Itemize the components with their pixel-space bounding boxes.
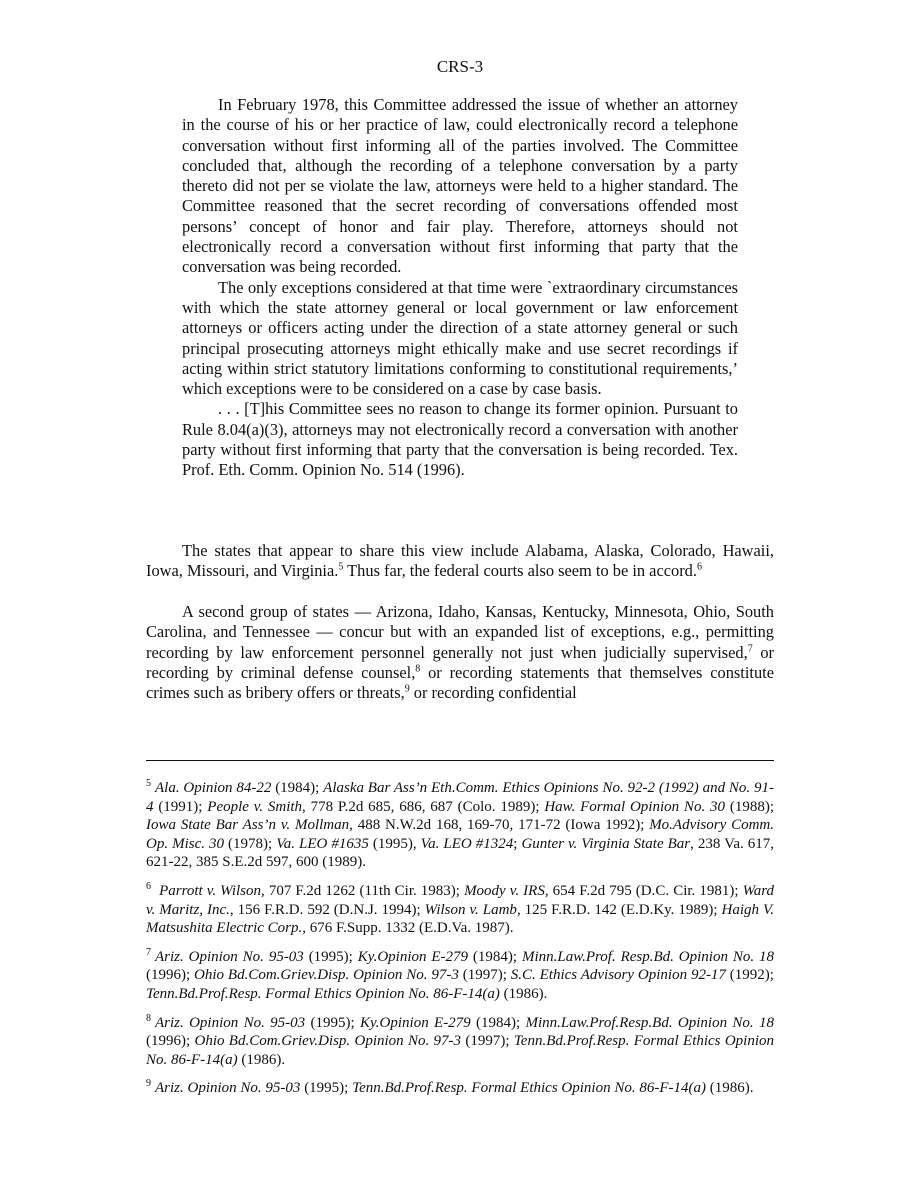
citation-text: (1997); xyxy=(458,967,511,984)
citation-text: (1986). xyxy=(705,1080,754,1097)
states-paragraph xyxy=(146,541,774,582)
citation-text: , 488 N.W.2d 168, 169-70, 171-72 (Iowa 1992); xyxy=(349,817,650,834)
paragraph-text: Thus far, the federal courts also seem to be in accord. xyxy=(343,561,697,581)
citation-text: , 238 Va. 617, 621-22, 385 S.E.2d 597, 600 (1989). xyxy=(146,835,774,871)
citation-text: (1978); xyxy=(224,835,277,852)
citation-title: Minn.Law.Prof. Resp.Bd. Opinion No. 18 xyxy=(521,948,774,965)
citation-title: Ky.Opinion E-279 xyxy=(357,948,469,965)
citation-title: Ariz. Opinion No. 95-03 xyxy=(155,1014,306,1031)
quote-paragraph: The only exceptions considered at that time were `extraordinary circumstances with which the state attorney general or local government or law enforcement attorneys or officers acting under the direction of a state attorney general or such principal prosecuting attorneys might ethically make and use secret recordings if acting within strict statutory limitations conforming to constitutional requirements,’ which exceptions were to be considered on a case by case basis. xyxy=(182,277,738,399)
footnote-number: 5 xyxy=(146,778,151,789)
citation-text: (1996); xyxy=(146,967,195,984)
citation-title: Ky.Opinion E-279 xyxy=(359,1014,471,1031)
paragraph-text: or recording by criminal defense counsel, xyxy=(146,642,774,682)
citation-text: (1984); xyxy=(470,1014,526,1031)
citation-title: S.C. Ethics Advisory Opinion 92-17 xyxy=(510,967,726,984)
quote-paragraph: In February 1978, this Committee addressed the issue of whether an attorney in the course of his or her practice of law, could electronically record a telephone conversation without first informing all of the parties involved. The Committee concluded that, although the recording of a telephone conversation by a party thereto did not per se violate the law, attorneys were held to a higher standard. The Committee reasoned that the secret recording of conversations offended most persons’ concept of honor and fair play. Therefore, attorneys should not electronically record a conversation without first informing that party that the conversation was being recorded. xyxy=(182,95,738,277)
footnote-5 xyxy=(146,779,774,872)
citation-title: Ariz. Opinion No. 95-03 xyxy=(155,1080,301,1097)
citation-title: Haigh V. Matsushita Electric Corp. xyxy=(146,901,775,937)
citation-title: People v. Smith xyxy=(207,798,303,815)
citation-title: Tenn.Bd.Prof.Resp. Formal Ethics Opinion No. 86-F-14(a) xyxy=(352,1080,706,1097)
citation-text: (1984); xyxy=(468,948,522,965)
citation-text: , 654 F.2d 795 (D.C. Cir. 1981); xyxy=(544,882,743,899)
footnotes-section xyxy=(146,779,774,1108)
citation-text: (1995); xyxy=(303,948,358,965)
citation-title: Moody v. IRS xyxy=(464,882,545,899)
citation-title: Mo.Advisory Comm. Op. Misc. 30 xyxy=(146,817,774,852)
citation-text: (1997); xyxy=(461,1033,514,1050)
citation-title: Ariz. Opinion No. 95-03 xyxy=(155,948,304,965)
citation-text: ; xyxy=(513,835,522,852)
citation-text: (1996); xyxy=(146,1033,195,1050)
citation-text: (1986). xyxy=(499,985,548,1002)
citation-text: , 676 F.Supp. 1332 (E.D.Va. 1987). xyxy=(302,920,514,937)
citation-text: , 778 P.2d 685, 686, 687 (Colo. 1989); xyxy=(302,798,545,815)
footnote-6 xyxy=(146,882,774,938)
paragraph-text: or recording confidential xyxy=(409,683,577,703)
footnote-divider xyxy=(146,760,774,761)
citation-title: Gunter v. Virginia State Bar xyxy=(521,835,691,852)
footnote-reference[interactable]: 5 xyxy=(338,561,344,573)
citation-title: Tenn.Bd.Prof.Resp. Formal Ethics Opinion No. 86-F-14(a) xyxy=(146,985,500,1002)
footnote-7 xyxy=(146,948,774,1004)
citation-title: Iowa State Bar Ass’n v. Mollman xyxy=(146,817,350,834)
citation-text: , 156 F.R.D. 592 (D.N.J. 1994); xyxy=(229,901,425,918)
footnote-number: 8 xyxy=(146,1012,151,1024)
citation-title: Tenn.Bd.Prof.Resp. Formal Ethics Opinion No. 86-F-14(a) xyxy=(146,1033,775,1068)
citation-title: Ohio Bd.Com.Griev.Disp. Opinion No. 97-3 xyxy=(194,1033,462,1050)
citation-text: (1988); xyxy=(725,798,774,815)
footnote-8 xyxy=(146,1014,774,1070)
citation-text: (1991); xyxy=(153,798,208,815)
citation-text: (1984); xyxy=(271,780,324,796)
citation-title: Haw. Formal Opinion No. 30 xyxy=(544,798,726,815)
footnote-number: 6 xyxy=(146,880,151,892)
citation-title: Va. LEO #1324 xyxy=(420,835,514,852)
second-group-paragraph xyxy=(146,602,774,703)
footnote-reference[interactable]: 6 xyxy=(696,561,702,573)
paragraph-text: A second group of states — Arizona, Idaho, Kansas, Kentucky, Minnesota, Ohio, South Carolina, and Tennessee — concur but with an expanded list of exceptions, e.g., permitting recording by law enforcement personnel generally not just when judicially supervised, xyxy=(146,602,774,662)
citation-title: Alaska Bar Ass’n Eth.Comm. Ethics Opinions No. 92-2 (1992) and No. 91-4 xyxy=(146,780,774,815)
citation-title: Va. LEO #1635 xyxy=(276,835,369,852)
page-number: CRS-3 xyxy=(436,57,484,76)
footnote-reference[interactable]: 7 xyxy=(747,643,753,655)
footnote-9 xyxy=(146,1079,774,1098)
citation-text: (1995); xyxy=(305,1014,360,1031)
quote-paragraph: . . . [T]his Committee sees no reason to change its former opinion. Pursuant to Rule 8.04(a)(3), attorneys may not electronically record a conversation with another party without first informing that party that the conversation is being recorded. Tex. Prof. Eth. Comm. Opinion No. 514 (1996). xyxy=(182,399,738,480)
citation-title: Ohio Bd.Com.Griev.Disp. Opinion No. 97-3 xyxy=(194,967,459,984)
citation-text: (1995); xyxy=(300,1080,353,1097)
citation-text: (1986). xyxy=(237,1051,286,1068)
paragraph-text: The states that appear to share this view include Alabama, Alaska, Colorado, Hawaii, Iowa, Missouri, and Virginia. xyxy=(146,541,774,581)
footnote-reference[interactable]: 9 xyxy=(404,683,410,695)
citation-text: (1995), xyxy=(368,835,421,852)
citation-title: Ward v. Maritz, Inc. xyxy=(146,882,775,918)
citation-text: (1992); xyxy=(725,967,774,984)
citation-title: Ala. Opinion 84-22 xyxy=(155,780,272,796)
citation-title: Parrott v. Wilson xyxy=(155,882,261,899)
paragraph-text: or recording statements that themselves constitute crimes such as bribery offers or threats, xyxy=(146,662,774,703)
block-quote xyxy=(182,95,738,481)
citation-text: , 125 F.R.D. 142 (E.D.Ky. 1989); xyxy=(516,901,722,918)
footnote-reference[interactable]: 8 xyxy=(415,663,421,675)
footnote-number: 7 xyxy=(146,946,151,958)
footnote-number: 9 xyxy=(146,1078,151,1090)
citation-title: Minn.Law.Prof.Resp.Bd. Opinion No. 18 xyxy=(525,1014,774,1031)
citation-title: Wilson v. Lamb xyxy=(424,901,517,918)
citation-text: , 707 F.2d 1262 (11th Cir. 1983); xyxy=(261,882,465,899)
